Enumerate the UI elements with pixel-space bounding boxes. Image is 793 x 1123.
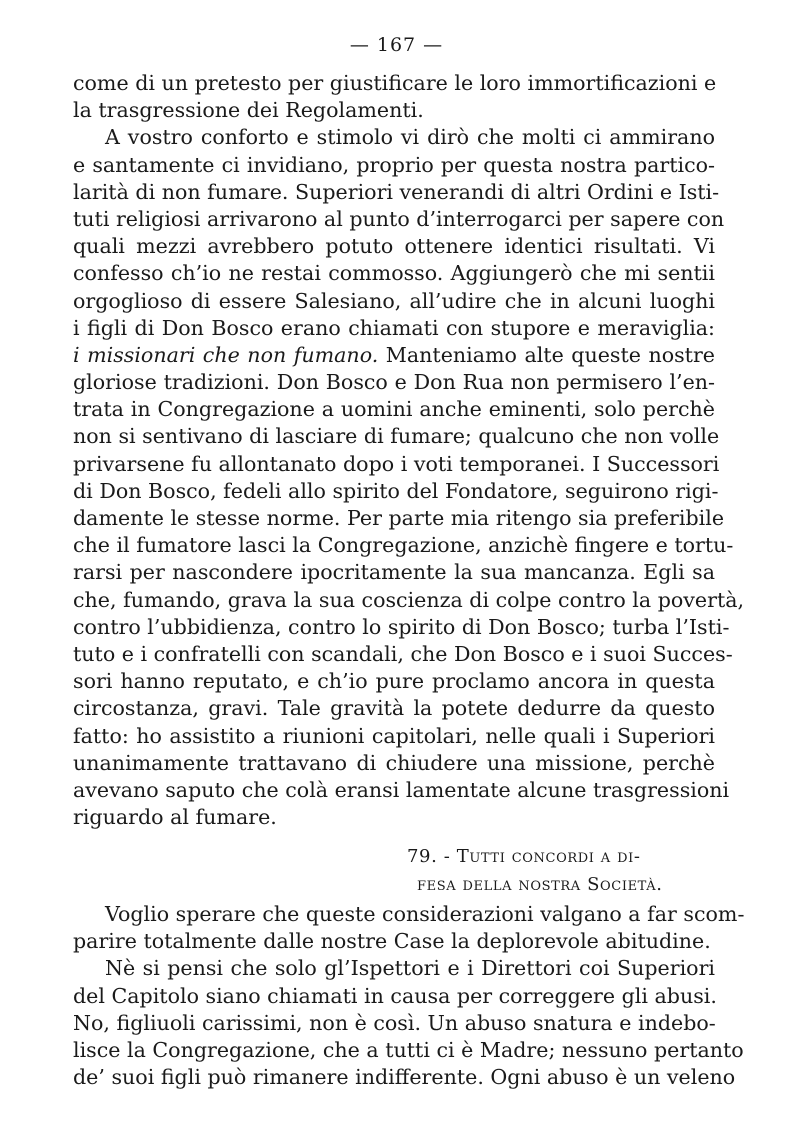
text-line-with-italic bbox=[73, 342, 715, 369]
text-line: e santamente ci invidiano, proprio per questa nostra partico- bbox=[73, 152, 715, 177]
text-line: fatto: ho assistito a riunioni capitolari, nelle quali i Superiori bbox=[73, 723, 715, 748]
text-line: rarsi per nascondere ipocritamente la sua mancanza. Egli sa bbox=[73, 560, 715, 585]
text-line: che, fumando, grava la sua coscienza di colpe contro la povertà, bbox=[73, 587, 745, 612]
text-line: sori hanno reputato, e ch’io pure proclamo ancora in questa bbox=[73, 669, 715, 694]
text-line: trata in Congregazione a uomini anche eminenti, solo perchè bbox=[73, 397, 715, 422]
text-line: de’ suoi figli può rimanere indifferente. Ogni abuso è un veleno bbox=[73, 1065, 736, 1090]
section-heading-line: 79. - Tutti concordi a di- bbox=[407, 846, 641, 867]
text-line: del Capitolo siano chiamati in causa per correggere gli abusi. bbox=[73, 983, 717, 1008]
text-line: larità di non fumare. Superiori venerandi di altri Ordini e Isti- bbox=[73, 179, 720, 204]
text-line: Voglio sperare che queste considerazioni valgano a far scom- bbox=[105, 902, 745, 926]
text-line: gloriose tradizioni. Don Bosco e Don Rua non permisero l’en- bbox=[73, 370, 715, 395]
text-line: tuto e i confratelli con scandali, che Don Bosco e i suoi Succes- bbox=[73, 641, 733, 666]
text-line: lisce la Congregazione, che a tutti ci è Madre; nessuno pertanto bbox=[73, 1037, 744, 1062]
text-line: Nè si pensi che solo gl’Ispettori e i Direttori coi Superiori bbox=[105, 956, 715, 981]
text-line: contro l’ubbidienza, contro lo spirito di Don Bosco; turba l’Isti- bbox=[73, 614, 730, 639]
section-heading bbox=[407, 843, 707, 899]
text-line: che il fumatore lasci la Congregazione, anzichè fingere e tortu- bbox=[73, 533, 734, 558]
text-line: come di un pretesto per giustificare le loro immortificazioni e bbox=[73, 71, 717, 95]
text-line: parire totalmente dalle nostre Case la deplorevole abitudine. bbox=[73, 929, 711, 954]
text-line: avevano saputo che colà eransi lamentate alcune trasgressioni bbox=[73, 777, 730, 802]
text-line: tuti religiosi arrivarono al punto d’interrogarci per sapere con bbox=[73, 206, 725, 231]
italic-quote: i missionari che non fumano. bbox=[73, 342, 379, 367]
body-text-bottom bbox=[73, 901, 745, 1091]
text-line: quali mezzi avrebbero potuto ottenere identici risultati. Vi bbox=[73, 234, 715, 259]
text-line: privarsene fu allontanato dopo i voti temporanei. I Successori bbox=[73, 451, 720, 476]
text-line: unanimamente trattavano di chiudere una missione, perchè bbox=[73, 750, 715, 775]
section-heading-line: fesa della nostra Società. bbox=[417, 874, 663, 895]
text-fragment: Manteniamo alte queste nostre bbox=[378, 342, 715, 367]
text-line: damente le stesse norme. Per parte mia ritengo sia preferibile bbox=[73, 506, 725, 530]
text-line: confesso ch’io ne restai commosso. Aggiungerò che mi sentii bbox=[73, 261, 715, 286]
page-number: — 167 — bbox=[349, 34, 444, 56]
text-line: i figli di Don Bosco erano chiamati con stupore e meraviglia: bbox=[73, 315, 715, 340]
text-line: A vostro conforto e stimolo vi dirò che molti ci ammirano bbox=[105, 125, 715, 150]
text-line: non si sentivano di lasciare di fumare; qualcuno che non volle bbox=[73, 424, 720, 449]
text-line: riguardo al fumare. bbox=[73, 805, 277, 830]
text-line: la trasgressione dei Regolamenti. bbox=[73, 98, 424, 123]
text-line: orgoglioso di essere Salesiano, all’udire che in alcuni luoghi bbox=[73, 288, 715, 313]
text-line: di Don Bosco, fedeli allo spirito del Fondatore, seguirono rigi- bbox=[73, 478, 719, 503]
text-line: No, figliuoli carissimi, non è così. Un abuso snatura e indebo- bbox=[73, 1010, 716, 1035]
body-text-top bbox=[73, 70, 745, 831]
text-line: circostanza, gravi. Tale gravità la potete dedurre da questo bbox=[73, 696, 715, 721]
